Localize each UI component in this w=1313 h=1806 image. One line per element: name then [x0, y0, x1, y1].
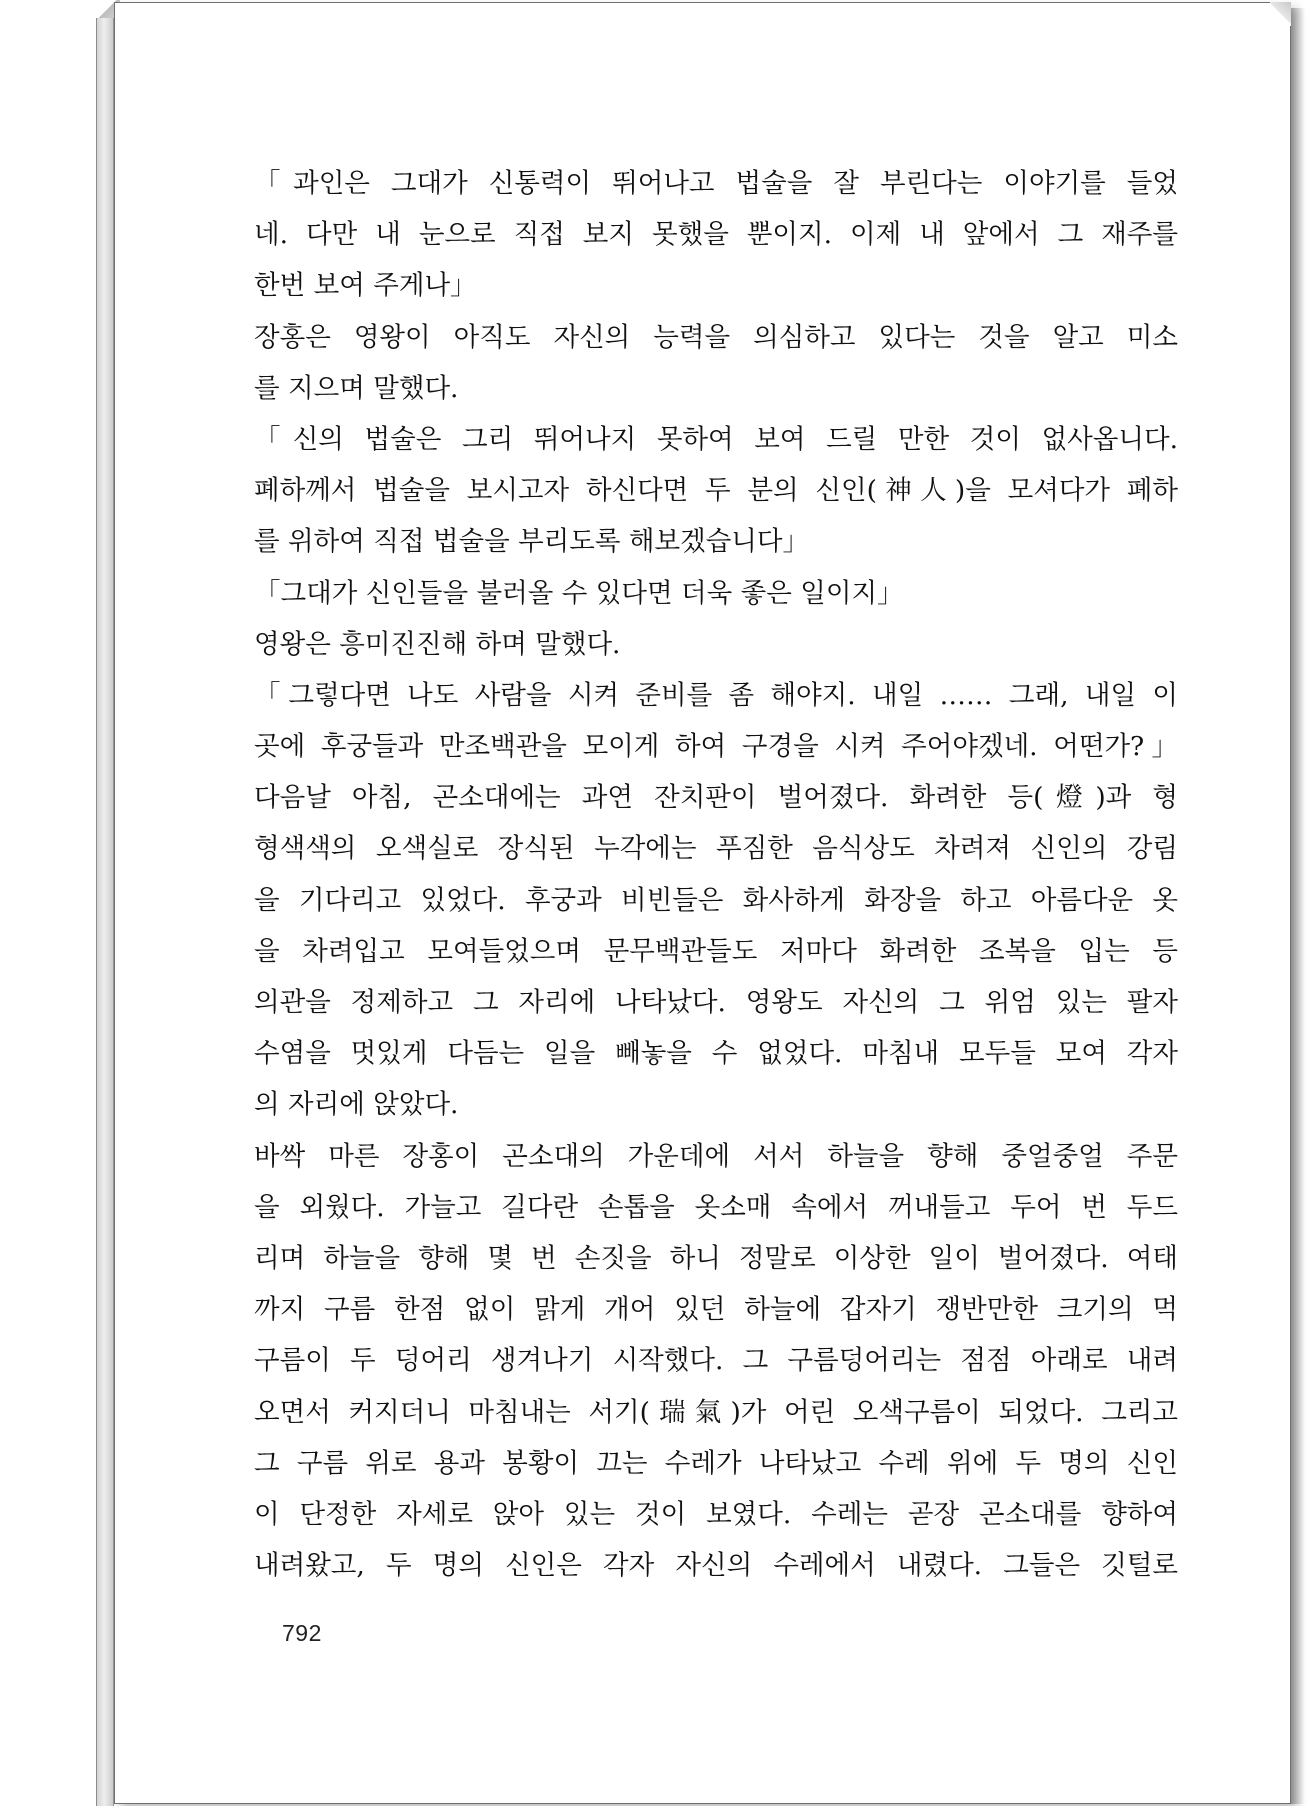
text-line: 내려왔고, 두 명의 신인은 각자 자신의 수레에서 내렸다. 그들은 깃털로: [254, 1550, 1178, 1582]
text-line: 의관을 정제하고 그 자리에 나타났다. 영왕도 자신의 그 위엄 있는 팔자: [254, 987, 1178, 1018]
text-line: 장홍은 영왕이 아직도 자신의 능력을 의심하고 있다는 것을 알고 미소: [254, 321, 1178, 353]
text-line: 를 지으며 말했다.: [254, 372, 459, 404]
text-line: 그 구름 위로 용과 봉황이 끄는 수레가 나타났고 수레 위에 두 명의 신인: [254, 1447, 1178, 1479]
text-line: 이 단정한 자세로 앉아 있는 것이 보였다. 수레는 곧장 곤소대를 향하여: [254, 1498, 1178, 1530]
text-line: 을 외웠다. 가늘고 길다란 손톱을 옷소매 속에서 꺼내들고 두어 번 두드: [254, 1191, 1178, 1223]
text-line: 까지 구름 한점 없이 맑게 개어 있던 하늘에 갑자기 쟁반만한 크기의 먹: [254, 1294, 1178, 1326]
text-line: 「신의 법술은 그리 뛰어나지 못하여 보여 드릴 만한 것이 없사옵니다.: [254, 423, 1178, 455]
text-line: 영왕은 흥미진진해 하며 말했다.: [254, 628, 621, 660]
text-line: 구름이 두 덩어리 생겨나기 시작했다. 그 구름덩어리는 점점 아래로 내려: [254, 1345, 1178, 1377]
page-shadow: [1291, 8, 1305, 1804]
text-line: 「과인은 그대가 신통력이 뛰어나고 법술을 잘 부린다는 이야기를 들었: [254, 168, 1178, 199]
text-line: 을 차려입고 모여들었으며 문무백관들도 저마다 화려한 조복을 입는 등: [254, 935, 1178, 967]
text-line: 형색색의 오색실로 장식된 누각에는 푸짐한 음식상도 차려져 신인의 강림: [254, 833, 1178, 865]
text-line: 폐하께서 법술을 보시고자 하신다면 두 분의 신인(神人)을 모셔다가 폐하: [254, 475, 1178, 507]
text-line: 의 자리에 앉았다.: [254, 1089, 459, 1121]
page-number: 792: [282, 1620, 322, 1646]
text-line: 오면서 커지더니 마침내는 서기(瑞氣)가 어린 오색구름이 되었다. 그리고: [254, 1396, 1178, 1428]
text-line: 를 위하여 직접 법술을 부리도록 해보겠습니다」: [254, 526, 809, 558]
text-line: 「그렇다면 나도 사람을 시켜 준비를 좀 해야지. 내일 …… 그래, 내일 이: [254, 679, 1178, 711]
text-line: 네. 다만 내 눈으로 직접 보지 못했을 뿐이지. 이제 내 앞에서 그 재주를: [254, 219, 1178, 251]
text-line: 다음날 아침, 곤소대에는 과연 잔치판이 벌어졌다. 화려한 등(燈)과 형: [254, 782, 1178, 814]
text-line: 곳에 후궁들과 만조백관을 모이게 하여 구경을 시켜 주어야겠네. 어떤가?」: [254, 731, 1178, 763]
page-corner-fold: [1270, 2, 1291, 26]
text-line: 바싹 마른 장홍이 곤소대의 가운데에 서서 하늘을 향해 중얼중얼 주문: [254, 1140, 1178, 1172]
text-line: 「그대가 신인들을 불러올 수 있다면 더욱 좋은 일이지」: [254, 577, 904, 609]
text-line: 을 기다리고 있었다. 후궁과 비빈들은 화사하게 화장을 하고 아름다운 옷: [254, 884, 1178, 916]
text-line: 수염을 멋있게 다듬는 일을 빼놓을 수 없었다. 마침내 모두들 모여 각자: [254, 1038, 1178, 1070]
text-line: 리며 하늘을 향해 몇 번 손짓을 하니 정말로 이상한 일이 벌어졌다. 여태: [254, 1242, 1178, 1274]
book-spine: [96, 0, 114, 1806]
page-body-text: [254, 158, 1178, 1591]
text-line: 한번 보여 주게나」: [254, 270, 477, 302]
